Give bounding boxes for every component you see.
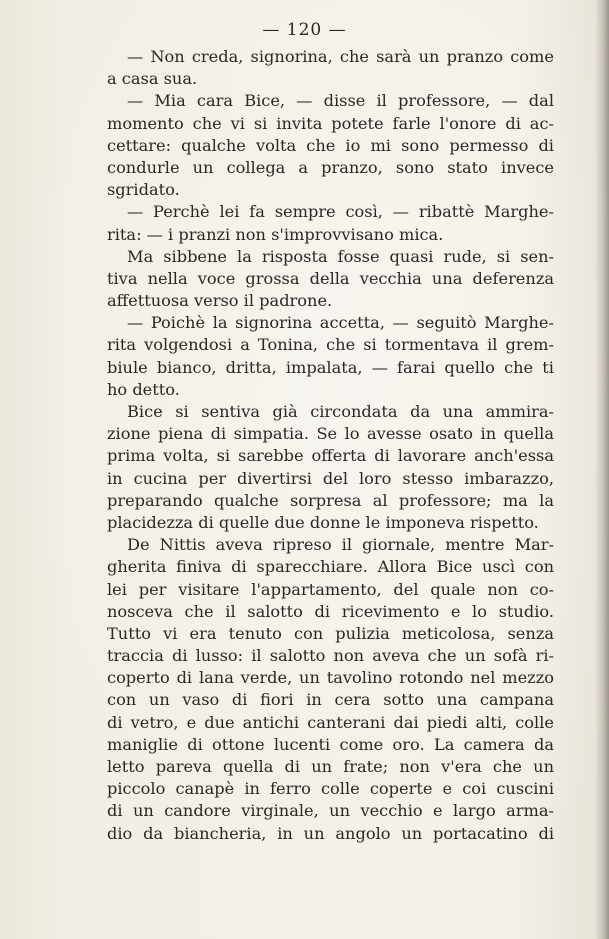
text-line: — Poichè la signorina accetta, — seguitò Marghe-: [127, 313, 554, 333]
text-line: ho detto.: [107, 379, 180, 399]
text-line: rita: — i pranzi non s'improvvisano mica.: [107, 224, 444, 244]
text-line: dio da biancheria, in un angolo un portacatino di: [107, 823, 554, 843]
text-line: biule bianco, dritta, impalata, — farai quello che ti: [107, 357, 554, 377]
text-line: traccia di lusso: il salotto non aveva che un sofà ri-: [107, 646, 554, 666]
text-line: cettare: qualche volta che io mi sono permesso di: [107, 135, 554, 155]
text-line: piccolo canapè in ferro colle coperte e coi cuscini: [107, 779, 554, 799]
text-line: placidezza di quelle due donne le imponeva rispetto.: [107, 512, 539, 532]
text-line: Tutto vi era tenuto con pulizia meticolosa, senza: [107, 623, 554, 643]
text-line: — Perchè lei fa sempre così, — ribattè Marghe-: [127, 202, 554, 222]
text-line: momento che vi si invita potete farle l'onore di ac-: [107, 113, 554, 133]
text-line: di un candore virginale, un vecchio e largo arma-: [107, 801, 554, 821]
text-line: tiva nella voce grossa della vecchia una deferenza: [107, 268, 554, 288]
text-line: a casa sua.: [107, 69, 198, 89]
text-line: — Mia cara Bice, — disse il professore, — dal: [127, 91, 554, 111]
text-line: gherita finiva di sparecchiare. Allora Bice uscì con: [107, 557, 554, 577]
text-line: con un vaso di fiori in cera sotto una campana: [107, 690, 554, 710]
page-edge-shadow: [595, 0, 609, 939]
text-line: rita volgendosi a Tonina, che si tormentava il grem-: [107, 335, 554, 355]
text-line: — Non creda, signorina, che sarà un pranzo come: [127, 47, 554, 66]
text-line: nosceva che il salotto di ricevimento e lo studio.: [107, 601, 554, 621]
text-line: coperto di lana verde, un tavolino rotondo nel mezzo: [107, 668, 554, 688]
text-line: sgridato.: [107, 180, 180, 200]
text-line: preparando qualche sorpresa al professore; ma la: [107, 490, 554, 510]
text-line: affettuosa verso il padrone.: [107, 291, 333, 311]
text-line: letto pareva quella di un frate; non v'era che un: [107, 757, 554, 776]
body-text: [107, 46, 554, 845]
text-line: Bice si sentiva già circondata da una ammira-: [127, 402, 554, 421]
text-line: lei per visitare l'appartamento, del quale non co-: [107, 579, 554, 599]
text-line: Ma sibbene la risposta fosse quasi rude, si sen-: [127, 246, 554, 266]
text-line: prima volta, si sarebbe offerta di lavorare anch'essa: [107, 446, 554, 466]
text-line: in cucina per divertirsi del loro stesso imbarazzo,: [107, 468, 554, 488]
text-line: De Nittis aveva ripreso il giornale, mentre Mar-: [127, 535, 554, 555]
text-line: di vetro, e due antichi canterani dai piedi alti, colle: [107, 712, 554, 732]
page-number: — 120 —: [262, 20, 347, 40]
text-line: zione piena di simpatia. Se lo avesse osato in quella: [107, 424, 554, 444]
text-line: condurle un collega a pranzo, sono stato invece: [107, 157, 554, 177]
text-line: maniglie di ottone lucenti come oro. La camera da: [107, 734, 554, 754]
